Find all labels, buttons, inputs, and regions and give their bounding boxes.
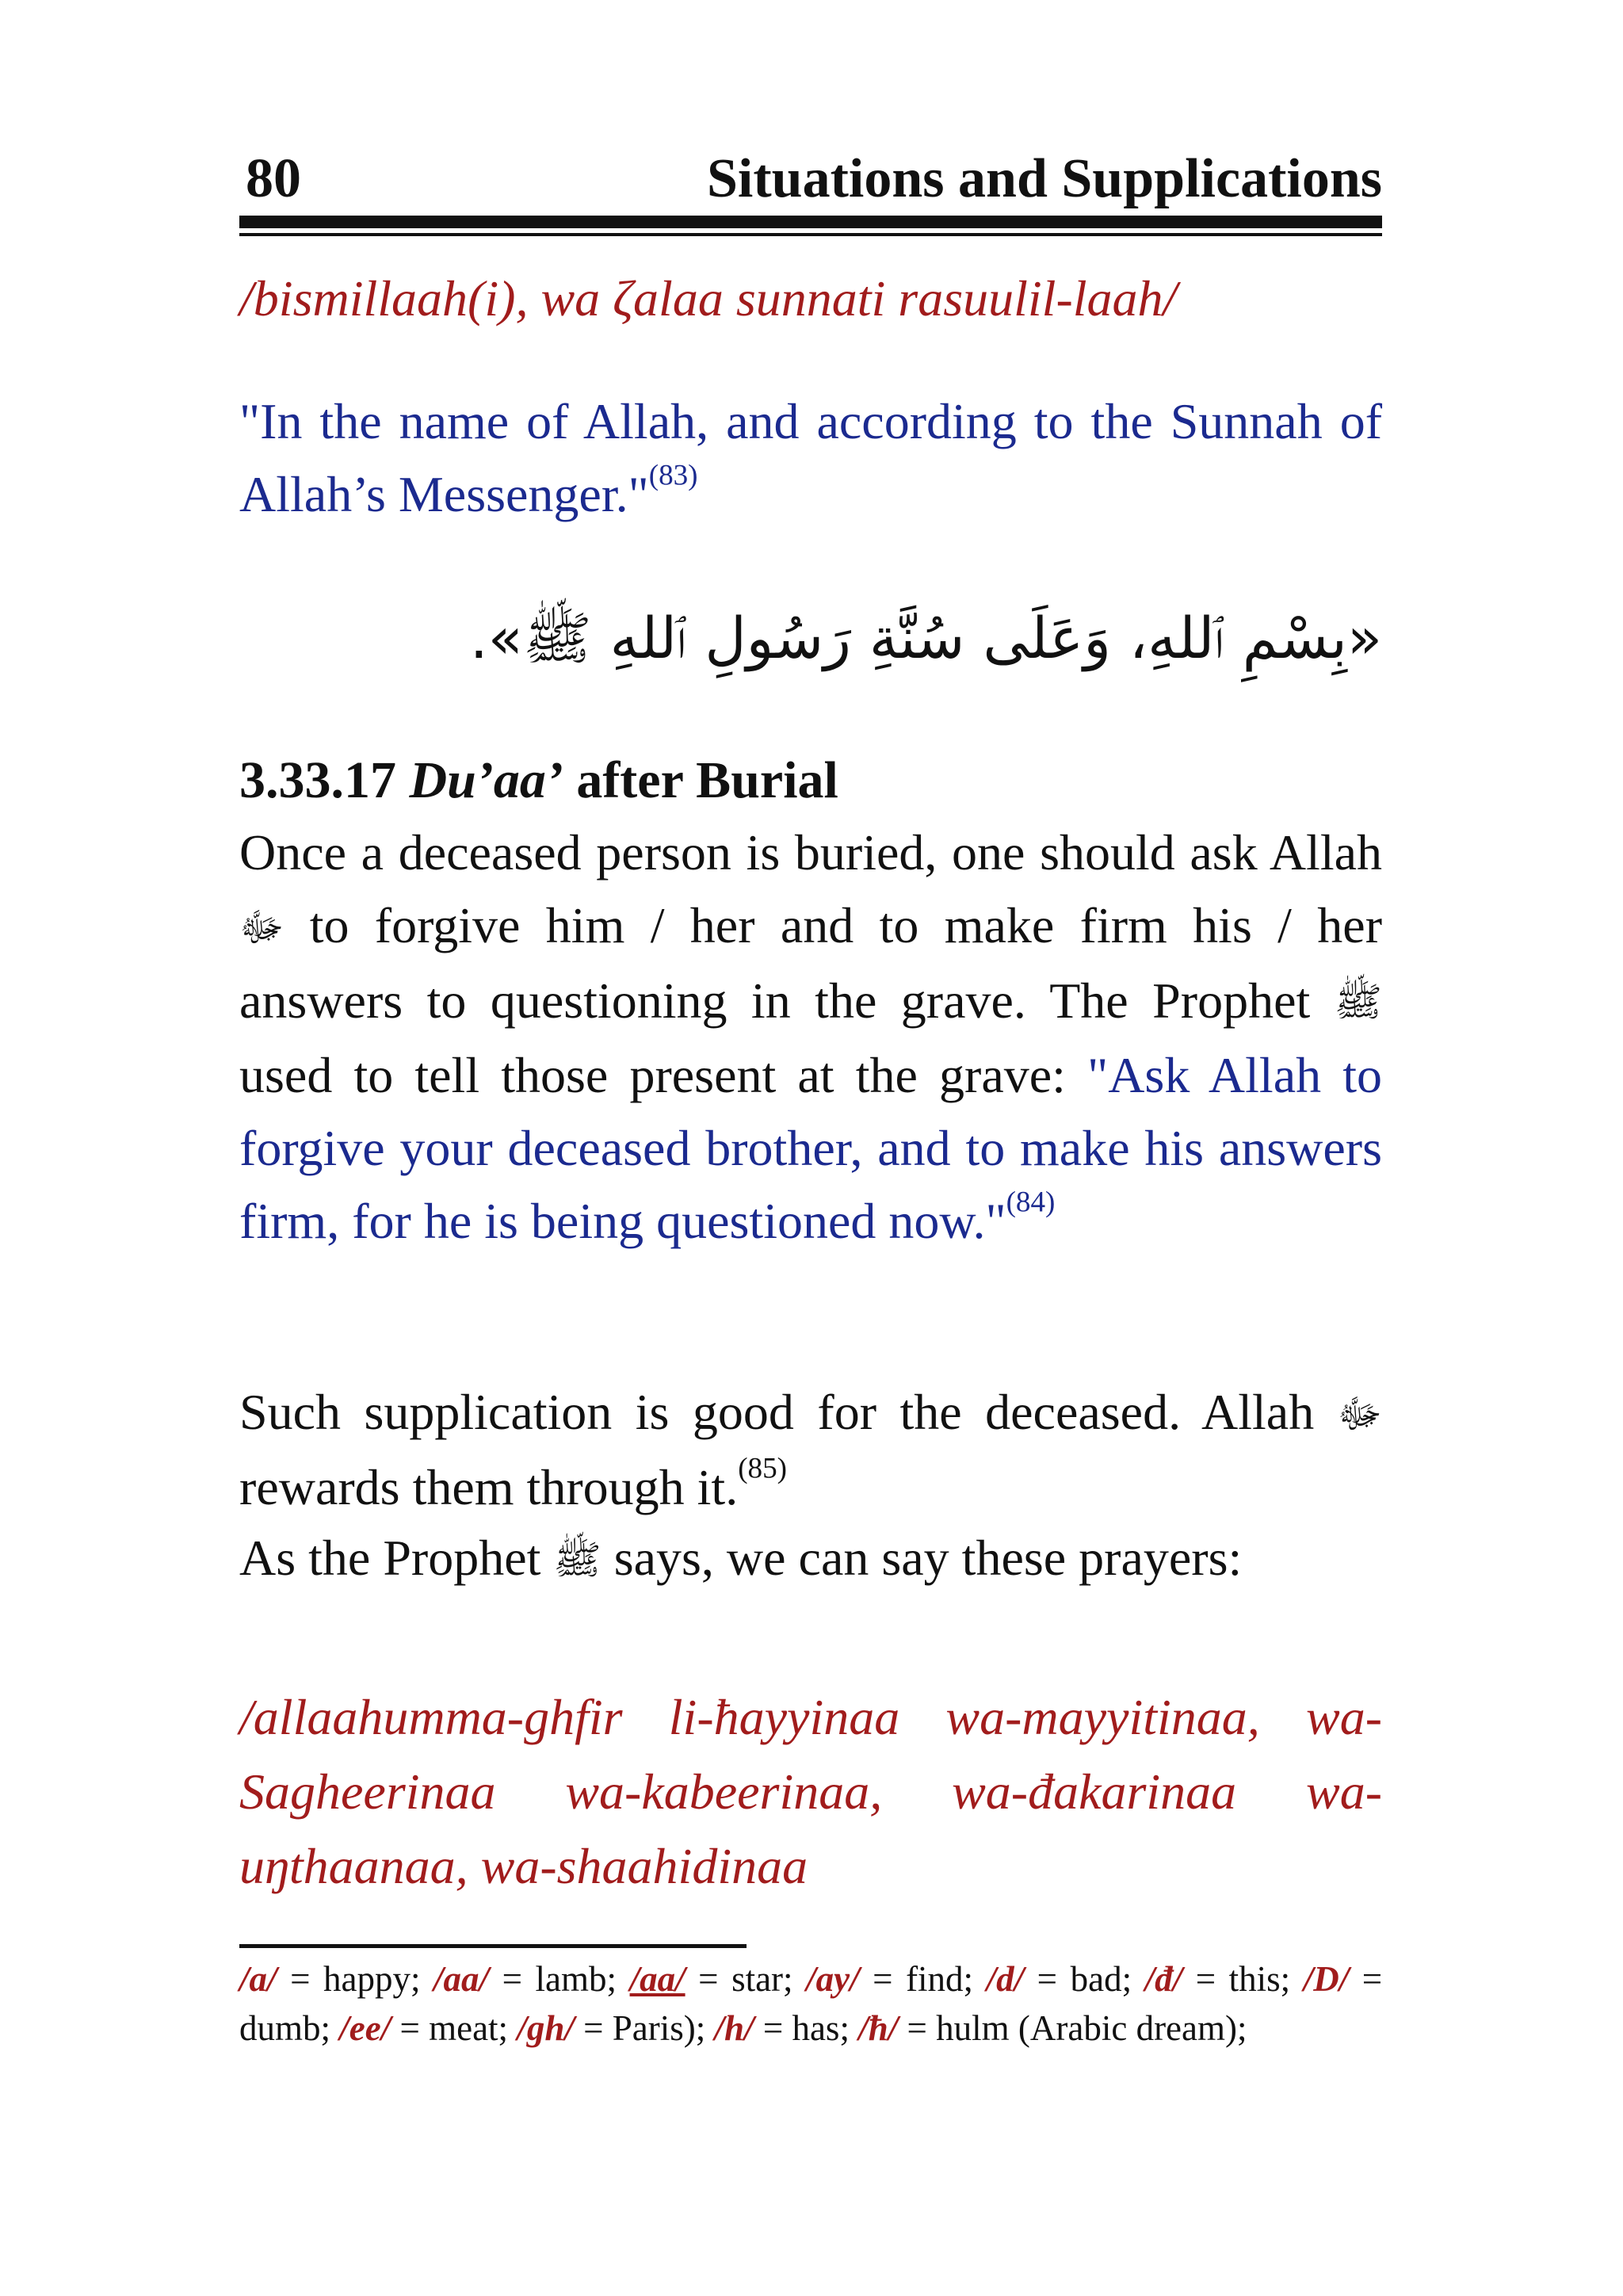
book-page [239,0,1382,2296]
allah-honorific-icon: ﷻ [239,905,285,949]
page-header [239,147,1382,211]
running-title: Situations and Supplications [706,148,1382,209]
allah-honorific-icon: ﷻ [1337,1392,1383,1436]
footnote-ref-85[interactable]: (85) [738,1452,788,1485]
header-rule-thin [239,233,1382,236]
prophet-honorific-icon: ﷺ [1334,980,1383,1025]
transliteration-1: /bismillaah(i), wa ζalaa sunnati rasuulil-laah/ [239,270,1178,327]
paragraph-prophet-says: As the Prophet ﷺ says, we can say these prayers: [239,1522,1382,1597]
section-title-rest: after Burial [576,751,838,809]
section-heading [239,745,1382,816]
footnote-rule [239,1944,747,1948]
section-title-italic: Du’aa’ [409,751,563,809]
arabic-supplication-1: «بِسْمِ ٱللهِ، وَعَلَى سُنَّةِ رَسُولِ ٱللهِ ﷺ». [469,605,1382,671]
pronunciation-footnote: /a/ = happy; /aa/ = lamb; /aa/ = star; /ay/ = find; /d/ = bad; /đ/ = this; /D/ = dumb; /ee/ = meat; /gh/ = Paris); /h/ = has; /ħ/ = hulm (Arabic dream); [239,1959,1383,2048]
translation-1: "In the name of Allah, and according to the Sunnah of Allah’s Messenger."$^{(83)}$ [239,393,1382,522]
footnote-ref-83[interactable]: (83) [648,459,698,492]
section-number: 3.33.17 [239,751,396,809]
paragraph-supplication-good: Such supplication is good for the deceased. Allah ﷻ rewards them through it.$^{(85)}$ [239,1376,1382,1524]
footnote-ref-84[interactable]: (84) [1006,1186,1056,1219]
page-number: 80 [246,148,301,209]
transliteration-2: /allaahumma-ghfir li-ħayyinaa wa-mayyitinaa, wa-Sagheerinaa wa-kabeerinaa, wa-đakarinaa wa-uŋthaanaa, wa-shaahidinaa [239,1689,1382,1894]
paragraph-burial: Once a deceased person is buried, one should ask Allah ﷻ to forgive him / her and to make firm his / her answers to questioning in the grave. The Prophet ﷺ used to tell those present at the grave: "Ask Allah to forgive your deceased brother, and to make his answers firm, for he is being questioned now."$^{(84)}$ [239,824,1383,1250]
prophet-honorific-icon: ﷺ [553,1538,601,1582]
header-rule-thick [239,216,1382,228]
prophet-quote: "Ask Allah to forgive your deceased brother, and to make his answers firm, for he is being questioned now." [239,1047,1383,1250]
